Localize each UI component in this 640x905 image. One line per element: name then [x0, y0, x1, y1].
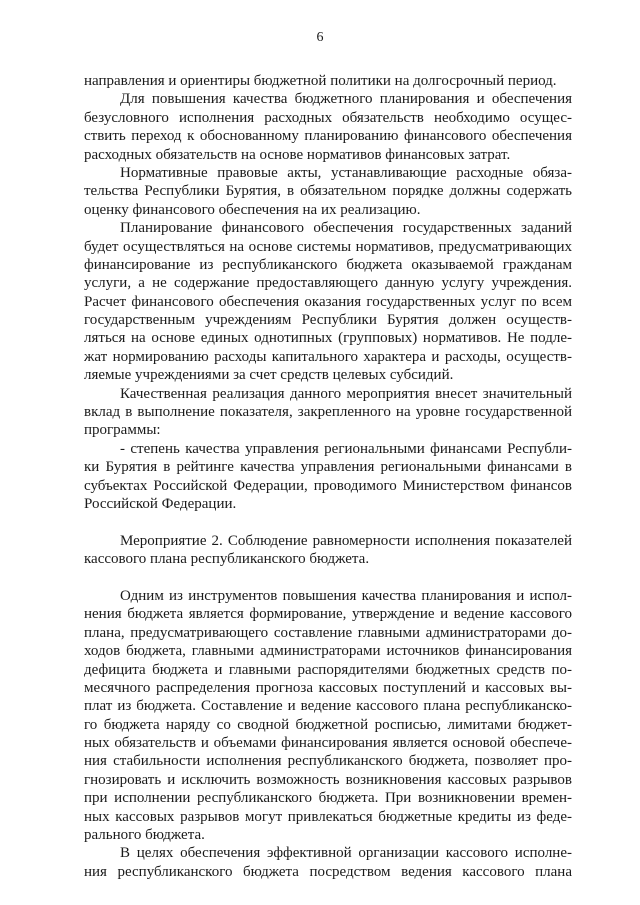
paragraph [84, 164, 572, 219]
text-line: ных обязательств и объемами финансирования является основой обеспече- [84, 735, 572, 752]
text-line: безусловного исполнения расходных обязательств необходимо осущес- [84, 109, 572, 126]
text-line: ния стабильности исполнения республиканского бюджета, позволяет про- [84, 753, 572, 770]
paragraph [84, 90, 572, 164]
text-line: тельства Республики Бурятия, в обязательном порядке должны содержать [84, 183, 572, 200]
page-number: 6 [316, 30, 324, 45]
text-line: месячного распределения прогноза кассовых поступлений и кассовых вы- [84, 679, 572, 696]
text-line: субъектах Российской Федерации, проводимого Министерством финансов [84, 477, 572, 494]
text-line: ных кассовых разрывов могут привлекаться бюджетные кредиты из феде- [84, 808, 572, 825]
paragraph-gap [84, 513, 572, 531]
text-line: нения бюджета является формирование, утверждение и ведение кассового [84, 606, 572, 623]
text-line: В целях обеспечения эффективной организации кассового исполне- [120, 845, 572, 862]
text-line: Нормативные правовые акты, устанавливающие расходные обяза- [120, 164, 572, 181]
text-line: кассового плана республиканского бюджета. [84, 551, 370, 568]
text-line: будет осуществляться на основе системы нормативов, предусматривающих [84, 238, 572, 255]
text-line: жат нормированию расходы капитального характера и расходы, осуществ- [84, 348, 572, 365]
text-line: Одним из инструментов повышения качества планирования и испол- [120, 587, 572, 604]
text-line: Качественная реализация данного мероприятия внесет значительный [120, 385, 572, 402]
text-line: плат из бюджета. Составление и ведение кассового плана республиканско- [84, 698, 572, 715]
text-line: государственным учреждениям Республики Бурятия должен осуществ- [84, 312, 572, 329]
text-line: вклад в выполнение показателя, закрепленного на уровне государственной [84, 404, 572, 421]
paragraph [84, 844, 572, 881]
text-line: оценку финансового обеспечения на их реализацию. [84, 201, 421, 218]
text-line: ния республиканского бюджета посредством ведения кассового плана [84, 863, 572, 880]
paragraph [84, 532, 572, 569]
text-line: - степень качества управления региональными финансами Республи- [120, 440, 572, 457]
paragraph [84, 385, 572, 440]
text-line: финансирование из республиканского бюджета оказываемой гражданам [84, 256, 572, 273]
text-line: гнозировать и исключить возможность возникновения кассовых разрывов [84, 771, 572, 788]
text-line: го бюджета наряду со сводной бюджетной росписью, лимитами бюджет- [84, 716, 572, 733]
text-line: ствить переход к обоснованному планированию финансового обеспечения [84, 128, 572, 145]
document-body [84, 72, 572, 881]
text-line: Мероприятие 2. Соблюдение равномерности исполнения показателей [120, 532, 572, 549]
paragraph-gap [84, 569, 572, 587]
text-line: расходных обязательств на основе нормативов финансовых затрат. [84, 146, 511, 163]
text-line: ходов бюджета, главными администраторами источников финансирования [84, 643, 572, 660]
text-line: ляемые учреждениями за счет средств целевых субсидий. [84, 367, 454, 384]
text-line: Российской Федерации. [84, 495, 237, 512]
paragraph [84, 587, 572, 844]
paragraph [84, 219, 572, 385]
text-line: при исполнении республиканского бюджета. При возникновении времен- [84, 790, 572, 807]
text-line: услуги, а не содержание предоставляющего данную услугу учреждения. [84, 275, 572, 292]
text-line: Расчет финансового обеспечения оказания государственных услуг по всем [84, 293, 572, 310]
text-line: ки Бурятия в рейтинге качества управления региональными финансами в [84, 459, 572, 476]
text-line: рального бюджета. [84, 827, 205, 844]
text-line: направления и ориентиры бюджетной политики на долгосрочный период. [84, 73, 557, 89]
text-line: программы: [84, 422, 161, 439]
text-line: плана, предусматривающего составление главными администраторами до- [84, 624, 572, 641]
text-line: Для повышения качества бюджетного планирования и обеспечения [120, 91, 572, 108]
text-line: дефицита бюджета и главными распорядителями бюджетных средств по- [84, 661, 572, 678]
text-line: ляться на основе единых однотипных (групповых) нормативов. Не подле- [84, 330, 572, 347]
paragraph [84, 440, 572, 514]
paragraph [84, 72, 572, 90]
text-line: Планирование финансового обеспечения государственных заданий [120, 220, 572, 237]
